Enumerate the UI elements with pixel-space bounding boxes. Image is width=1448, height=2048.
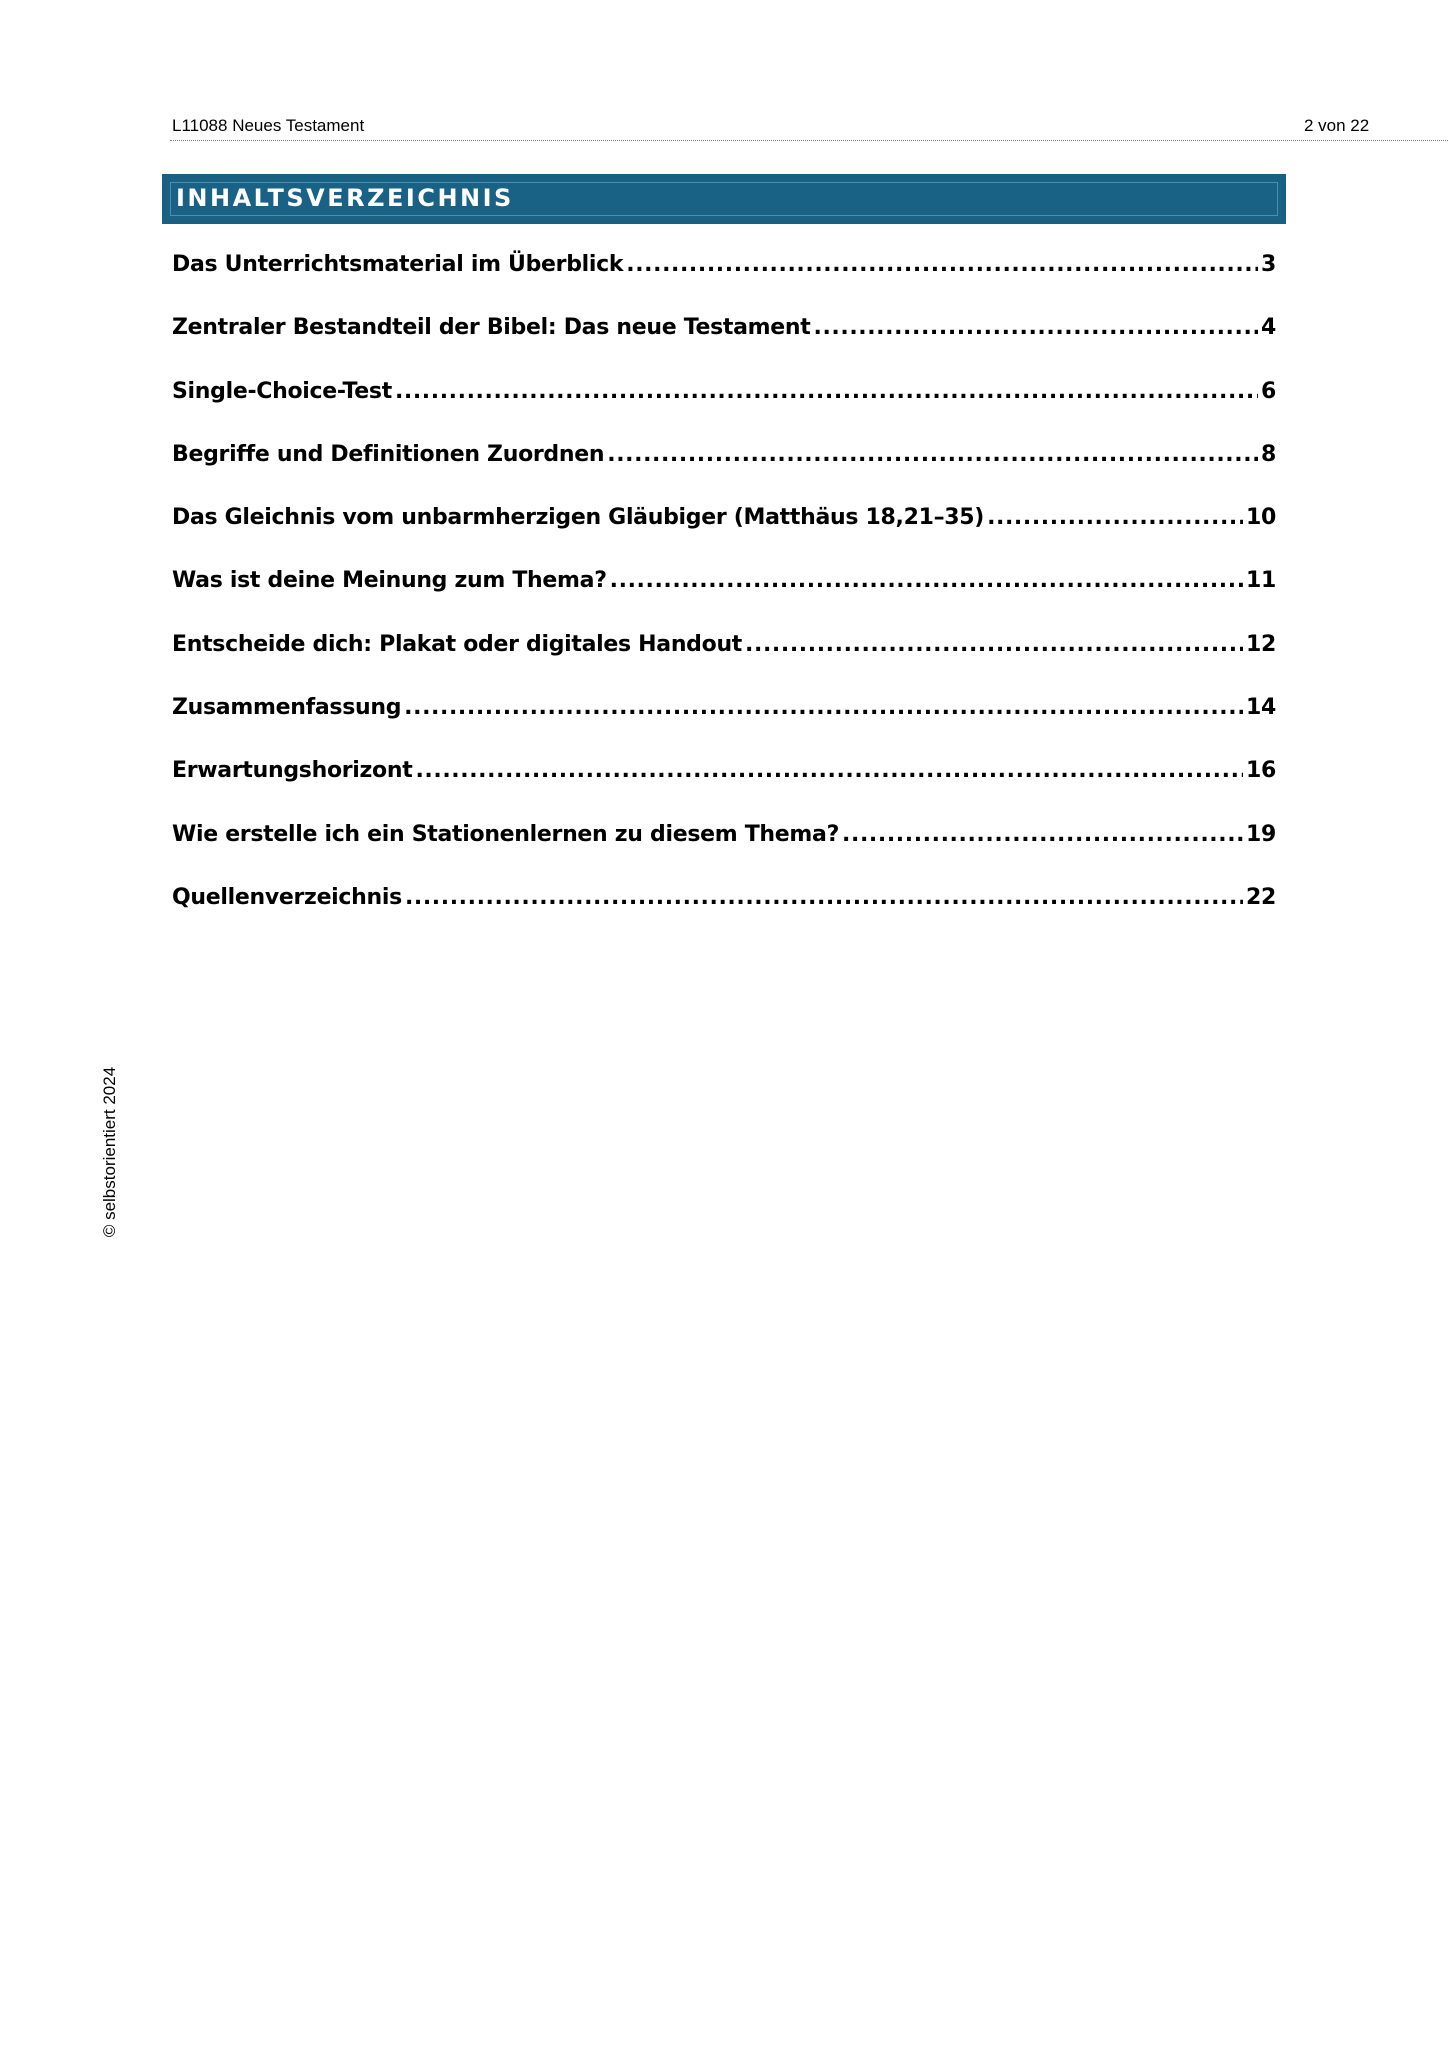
dot-leader bbox=[987, 505, 1243, 530]
toc-entry-label: Quellenverzeichnis bbox=[172, 884, 402, 910]
dot-leader bbox=[404, 695, 1243, 720]
toc-entry-label: Wie erstelle ich ein Stationenlernen zu diesem Thema? bbox=[172, 821, 840, 847]
toc-entry[interactable] bbox=[172, 315, 1276, 378]
toc-entry-page: 22 bbox=[1245, 884, 1276, 910]
dot-leader bbox=[607, 442, 1258, 467]
toc-entry-page: 4 bbox=[1260, 315, 1276, 341]
toc-entry-label: Zentraler Bestandteil der Bibel: Das neue Testament bbox=[172, 315, 811, 341]
toc-entry-label: Das Gleichnis vom unbarmherzigen Gläubiger (Matthäus 18,21–35) bbox=[172, 505, 985, 531]
toc-heading-banner bbox=[162, 174, 1286, 224]
toc-entry-page: 12 bbox=[1245, 631, 1276, 657]
dot-leader bbox=[415, 758, 1243, 783]
dot-leader bbox=[610, 568, 1243, 593]
toc-entry[interactable] bbox=[172, 568, 1276, 631]
toc-entry-page: 8 bbox=[1260, 441, 1276, 467]
toc-entry-label: Zusammenfassung bbox=[172, 695, 402, 721]
dot-leader bbox=[813, 315, 1258, 340]
dot-leader bbox=[405, 885, 1243, 910]
toc-entry-label: Single-Choice-Test bbox=[172, 378, 392, 404]
copyright-notice: © selbstorientiert 2024 bbox=[100, 1066, 119, 1238]
page-header bbox=[170, 112, 1448, 141]
toc-entry[interactable] bbox=[172, 442, 1276, 505]
toc-entry[interactable] bbox=[172, 885, 1276, 948]
toc-entry-label: Entscheide dich: Plakat oder digitales Handout bbox=[172, 631, 743, 657]
toc-entry-page: 16 bbox=[1245, 758, 1276, 784]
toc-entry-page: 6 bbox=[1260, 378, 1276, 404]
toc-entry[interactable] bbox=[172, 695, 1276, 758]
toc-entry[interactable] bbox=[172, 252, 1276, 315]
toc-entry-page: 10 bbox=[1245, 505, 1276, 531]
dot-leader bbox=[842, 822, 1243, 847]
toc-entry[interactable] bbox=[172, 758, 1276, 821]
toc-entry[interactable] bbox=[172, 822, 1276, 885]
toc-entry-label: Erwartungshorizont bbox=[172, 758, 413, 784]
toc-heading: INHALTSVERZEICHNIS bbox=[176, 184, 514, 212]
toc-list bbox=[172, 252, 1276, 948]
toc-entry-label: Was ist deine Meinung zum Thema? bbox=[172, 568, 607, 594]
dot-leader bbox=[745, 632, 1243, 657]
toc-entry-label: Das Unterrichtsmaterial im Überblick bbox=[172, 252, 624, 277]
document-title: L11088 Neues Testament bbox=[172, 116, 365, 135]
toc-entry[interactable] bbox=[172, 505, 1276, 568]
toc-entry-page: 11 bbox=[1245, 568, 1276, 594]
toc-entry-page: 3 bbox=[1260, 252, 1276, 277]
page-number: 2 von 22 bbox=[1304, 116, 1370, 135]
toc-entry[interactable] bbox=[172, 379, 1276, 442]
toc-entry-page: 14 bbox=[1245, 695, 1276, 721]
toc-entry-page: 19 bbox=[1245, 821, 1276, 847]
toc-entry[interactable] bbox=[172, 632, 1276, 695]
dot-leader bbox=[626, 252, 1258, 277]
toc-entry-label: Begriffe und Definitionen Zuordnen bbox=[172, 441, 605, 467]
dot-leader bbox=[395, 379, 1258, 404]
